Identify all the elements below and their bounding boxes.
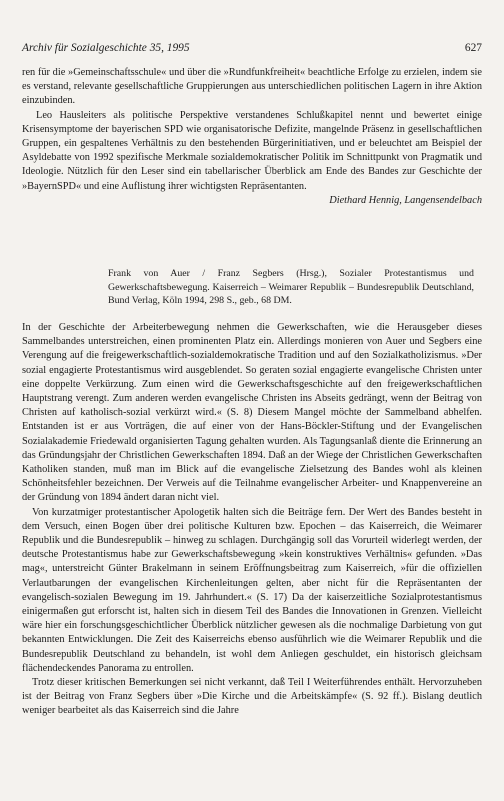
continued-paragraph: ren für die »Gemeinschaftsschule« und über die »Rundfunkfreiheit« beachtliche Erfolge zu erzielen, indem sie es verstand, relevante gesellschaftliche Gruppierungen aus unterschiedlichen politischen Lagern in ihre Aktion einzubinden. [22, 67, 482, 107]
review-paragraph: Trotz dieser kritischen Bemerkungen sei nicht verkannt, daß Teil I Weiterführendes enthält. Hervorzuheben ist der Beitrag von Franz Segbers über »Die Kirche und die Arbeitskämpfe« (S. 92 ff.). Bislang deutlich weniger bearbeitet als das Kaiserreich sind die Jahre [22, 677, 482, 717]
page-number: 627 [464, 42, 482, 54]
reviewer-signature: Diethard Hennig, Langensendelbach [329, 194, 482, 206]
journal-title: Archiv für Sozialgeschichte 35, 1995 [22, 42, 190, 54]
review-paragraph: Leo Hausleiters als politische Perspektive verstandenes Schlußkapitel nennt und bewertet einige Krisensymptome der bayerischen SPD wie organisatorische Defizite, mangelnde Präsenz in gesellschaftlichen Gruppen, ein gespaltenes Verhältnis zu den bestehenden Bürgerinitiativen, und er beleuchtet am Beispiel der Asyldebatte von 1992 spezifische Merkmale sozialdemokratischer Politik im Schnittpunkt von Pragmatik und Ideologie. Nützlich für den Leser sind ein tabellarischer Überblick am Ende des Bandes zur Geschichte der »BayernSPD« und eine Auflistung ihrer wichtigsten Repräsentanten. [22, 109, 482, 192]
running-header [22, 42, 482, 58]
review-paragraph: In der Geschichte der Arbeiterbewegung nehmen die Gewerkschaften, wie die Herausgeber dieses Sammelbandes unterstreichen, einen prominenten Platz ein. Allerdings monieren von Auer und Segbers eine Verengung auf die freigewerkschaftlich-sozialdemokratische Tradition und auf den Sozialkatholizismus. »Der sozial engagierte Protestantismus wird ausgeblendet. So geraten sozial engagierte evangelische Christen unter eine doppelte Verkürzung. Zum einen wird die Gewerkschaftsgeschichte auf den freigewerkschaftlichen Hauptstrang verengt. Zum anderen werden evangelische Christen ins Abseits gedrängt, wenn der Beitrag von Christen auf katholisch-sozial verkürzt wird.« (S. 8) Diesem Mangel möchte der Sammelband abhelfen. Entstanden ist er aus Vorträgen, die auf einer von der Hans-Böckler-Stiftung und der Evangelischen Sozialakademie Friedewald organisierten Tagung gehalten wurden. Als Tagungsanlaß diente die Erinnerung an das Gründungsjahr der Christlichen Gewerkschaften 1894. Daß an der Wiege der Christlichen Gewerkschaften Katholiken standen, muß man im Blick auf die evangelische Zielsetzung des Bandes wohl als kleinen Schönheitsfehler bezeichnen. Der Verweis auf die Teilnahme evangelischer Arbeiter- und Knappenvereine an der Gründung von 1894 ändert daran nicht viel. [22, 322, 482, 504]
review-body [22, 321, 482, 719]
bibliographic-reference: Frank von Auer / Franz Segbers (Hrsg.), Sozialer Protestantismus und Gewerkschaftsbewegung. Kaiserreich – Weimarer Republik – Bundesrepublik Deutschland, Bund Verlag, Köln 1994, 298 S., geb., 68 DM. [108, 268, 474, 307]
review-paragraph: Von kurzatmiger protestantischer Apologetik halten sich die Beiträge fern. Der Wert des Bandes besteht in dem Versuch, einen Bogen über drei politische Kulturen bzw. Epochen – das Kaiserreich, die Weimarer Republik und die Bundesrepublik – hinweg zu schlagen. Durchgängig soll das Vorurteil widerlegt werden, der deutsche Protestantismus habe zur Gewerkschaftsbewegung »kein konstruktives Verhältnis« gefunden. »Das mag«, unterstreicht Günter Brakelmann in seinem Eröffnungsbeitrag zum Kaiserreich, »für die offiziellen Verlautbarungen der evangelischen Kirchenleitungen gelten, aber nicht für die Repräsentanten der evangelisch-sozialen Bewegung im 19. Jahrhundert.« (S. 17) Da der kaiserzeitliche Sozialprotestantismus einigermaßen gut erforscht ist, halten sich in diesem Teil des Bandes die Innovationen in Grenzen. Vielleicht wäre hier ein forschungsgeschichtlicher Überblick nützlicher gewesen als die nochmalige Darbietung von gut bekannten Entwicklungen. Die Zeit des Kaiserreichs ebenso ausführlich wie die Weimarer Republik und die Bundesrepublik Deutschland zu behandeln, ist wohl dem Anliegen geschuldet, ein historisch gleichsam flächendeckendes Panorama zu entrollen. [22, 506, 482, 674]
review-ending [22, 66, 482, 208]
